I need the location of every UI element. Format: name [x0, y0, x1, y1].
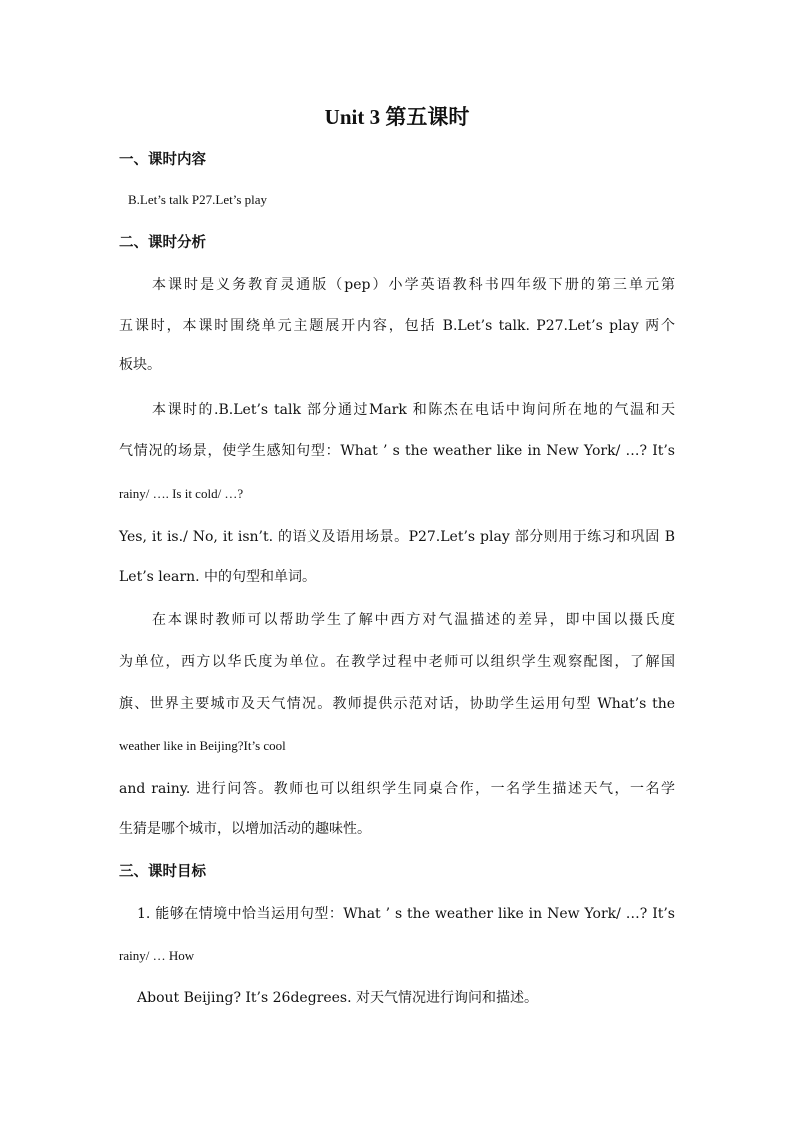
section-heading-goals: 三、课时目标: [119, 863, 206, 880]
analysis-paragraph-1-line-3: 板块。: [119, 357, 161, 373]
section-heading-analysis: 二、课时分析: [119, 234, 206, 251]
analysis-paragraph-3-line-1: 在本课时教师可以帮助学生了解中西方对气温描述的差异，即中国以摄氏度: [152, 612, 675, 628]
goal-line-2: rainy/ … How: [119, 948, 195, 963]
analysis-paragraph-3-line-6: 生猜是哪个城市，以增加活动的趣味性。: [119, 821, 371, 837]
goal-line-1: 1. 能够在情境中恰当运用句型：What ’ s the weather like in New York/ …? It’s: [137, 906, 675, 922]
analysis-paragraph-2-line-3: rainy/ …. Is it cold/ …?: [119, 486, 244, 501]
content-line: B.Let’s talk P27.Let’s play: [128, 192, 268, 207]
section-heading-content: 一、课时内容: [119, 151, 206, 168]
analysis-paragraph-3-line-2: 为单位，西方以华氏度为单位。在教学过程中老师可以组织学生观察配图，了解国: [119, 654, 675, 670]
analysis-paragraph-2-line-1: 本课时的.B.Let’s talk 部分通过Mark 和陈杰在电话中询问所在地的气温和天: [152, 402, 675, 418]
page-title: Unit 3 第五课时: [324, 105, 470, 129]
analysis-paragraph-2-line-4: Yes, it is./ No, it isn’t. 的语义及语用场景。P27.Let’s play 部分则用于练习和巩固 B: [119, 529, 675, 545]
analysis-paragraph-1-line-2: 五课时，本课时围绕单元主题展开内容，包括 B.Let’s talk. P27.Let’s play 两个: [119, 318, 675, 334]
analysis-paragraph-1-line-1: 本课时是义务教育灵通版（pep）小学英语教科书四年级下册的第三单元第: [152, 277, 675, 293]
goal-line-3: About Beijing? It’s 26degrees. 对天气情况进行询问和描述。: [137, 990, 539, 1006]
analysis-paragraph-2-line-5: Let’s learn. 中的句型和单词。: [119, 569, 317, 585]
analysis-paragraph-3-line-3: 旗、世界主要城市及天气情况。教师提供示范对话，协助学生运用句型 What’s the: [119, 696, 675, 712]
analysis-paragraph-3-line-5: and rainy. 进行问答。教师也可以组织学生同桌合作，一名学生描述天气，一名学: [119, 781, 675, 797]
analysis-paragraph-2-line-2: 气情况的场景，使学生感知句型：What ’ s the weather like in New York/ …? It’s: [119, 443, 675, 459]
analysis-paragraph-3-line-4: weather like in Beijing?It’s cool: [119, 738, 286, 753]
